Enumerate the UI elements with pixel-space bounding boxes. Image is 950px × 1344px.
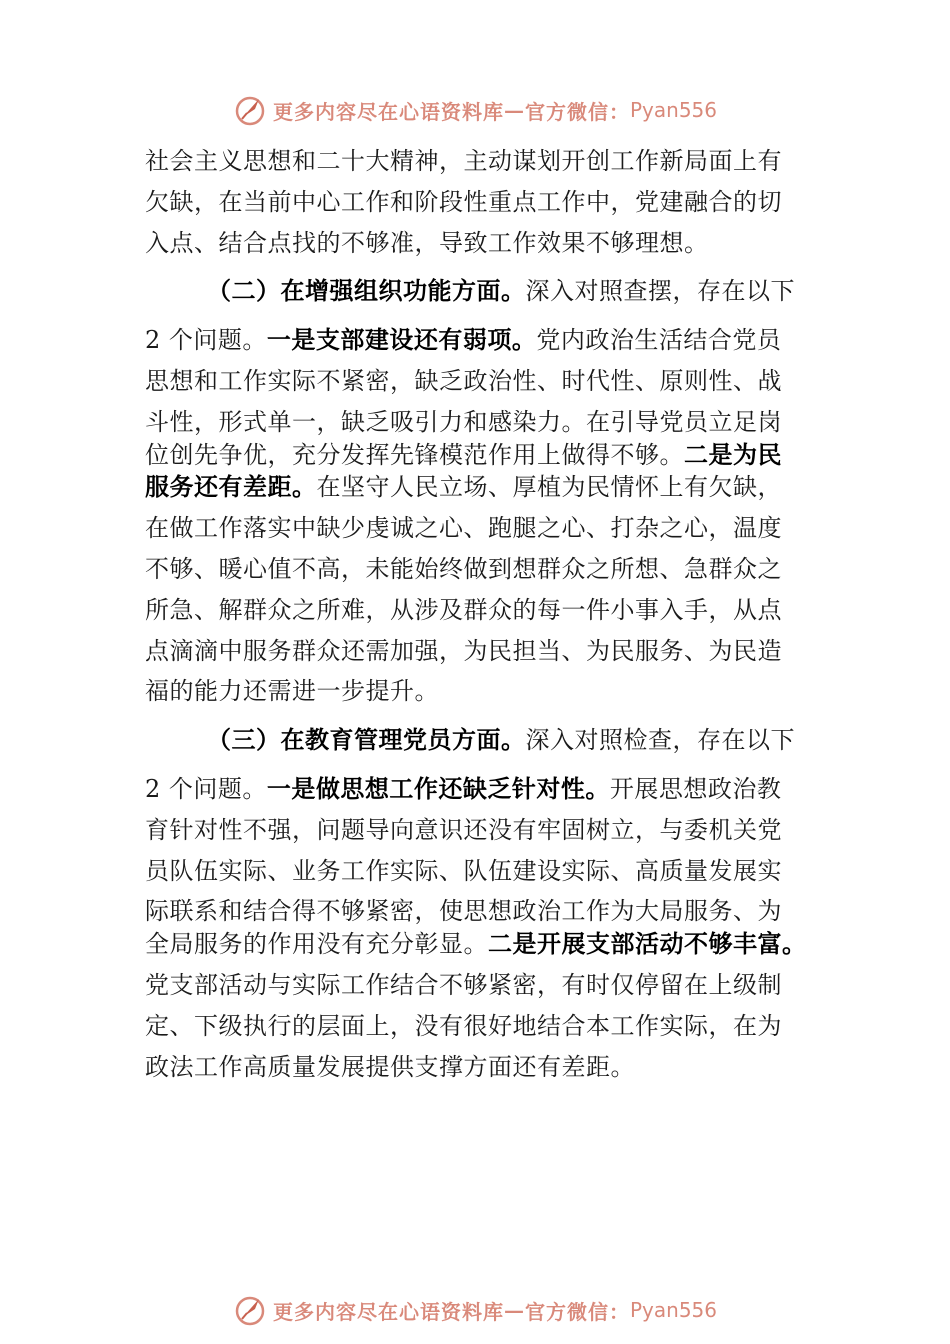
text-span: 在坚守人民立场、厚植为民情怀上有欠缺， xyxy=(316,473,782,502)
watermark-wechat-id: Pyan556 xyxy=(629,98,717,122)
footer-watermark xyxy=(0,1290,950,1330)
text-line: 员队伍实际、业务工作实际、队伍建设实际、高质量发展实 xyxy=(145,856,782,885)
bold-point: 一是做思想工作还缺乏针对性。 xyxy=(266,774,610,803)
text-span: 全局服务的作用没有充分彰显。 xyxy=(145,930,488,959)
header-watermark xyxy=(0,90,950,130)
text-line: 福的能力还需进一步提升。 xyxy=(145,677,439,706)
text-line: 所急、解群众之所难，从涉及群众的每一件小事入手，从点 xyxy=(145,595,782,624)
watermark-text: 更多内容尽在心语资料库 xyxy=(272,1299,504,1324)
watermark-text: 更多内容尽在心语资料库 xyxy=(272,99,504,124)
quill-logo-icon xyxy=(233,93,267,127)
text-line: 斗性，形式单一，缺乏吸引力和感染力。在引导党员立足岗 xyxy=(145,407,782,436)
section-heading: （三）在教育管理党员方面。 xyxy=(207,726,526,755)
bold-point: 二是为民 xyxy=(684,440,782,469)
section-heading-line xyxy=(145,271,825,312)
text-line xyxy=(145,924,825,965)
watermark-wechat-id: Pyan556 xyxy=(629,1298,717,1322)
watermark-dash: — xyxy=(503,1298,525,1322)
watermark-dash: — xyxy=(503,98,525,122)
quill-logo-icon xyxy=(233,1293,267,1327)
text-line xyxy=(145,467,825,508)
text-span: 位创先争优，充分发挥先锋模范作用上做得不够。 xyxy=(145,440,684,469)
text-line: 不够、暖心值不高，未能始终做到想群众之所想、急群众之 xyxy=(145,554,782,583)
text-line: 政法工作高质量发展提供支撑方面还有差距。 xyxy=(145,1052,635,1081)
text-line xyxy=(145,769,825,810)
text-span: 2 个问题。 xyxy=(145,326,267,355)
text-line: 思想和工作实际不紧密，缺乏政治性、时代性、原则性、战 xyxy=(145,366,782,395)
bold-point: 服务还有差距。 xyxy=(145,473,317,502)
document-body xyxy=(145,141,825,1087)
text-line: 入点、结合点找的不够准，导致工作效果不够理想。 xyxy=(145,228,709,257)
bold-point: 二是开展支部活动不够丰富。 xyxy=(488,930,807,959)
text-span: 党内政治生活结合党员 xyxy=(536,326,782,355)
text-line: 际联系和结合得不够紧密，使思想政治工作为大局服务、为 xyxy=(145,897,782,926)
text-span: 深入对照查摆，存在以下 xyxy=(525,277,795,306)
section-heading: （二）在增强组织功能方面。 xyxy=(207,277,526,306)
text-line: 党支部活动与实际工作结合不够紧密，有时仅停留在上级制 xyxy=(145,970,782,999)
watermark-wechat-label: 官方微信： xyxy=(524,1299,630,1324)
watermark-wechat-label: 官方微信： xyxy=(524,99,630,124)
text-line: 点滴滴中服务群众还需加强，为民担当、为民服务、为民造 xyxy=(145,636,782,665)
text-line: 定、下级执行的层面上，没有很好地结合本工作实际，在为 xyxy=(145,1011,782,1040)
text-line xyxy=(145,320,825,361)
text-line: 育针对性不强，问题导向意识还没有牢固树立，与委机关党 xyxy=(145,815,782,844)
text-line: 社会主义思想和二十大精神，主动谋划开创工作新局面上有 xyxy=(145,147,782,175)
text-line: 欠缺，在当前中心工作和阶段性重点工作中，党建融合的切 xyxy=(145,187,782,216)
text-span: 深入对照检查，存在以下 xyxy=(525,726,795,755)
section-heading-line xyxy=(145,720,825,761)
text-line: 在做工作落实中缺少虔诚之心、跑腿之心、打杂之心，温度 xyxy=(145,514,782,543)
bold-point: 一是支部建设还有弱项。 xyxy=(266,326,537,355)
text-span: 2 个问题。 xyxy=(145,774,267,803)
text-span: 开展思想政治教 xyxy=(609,774,782,803)
